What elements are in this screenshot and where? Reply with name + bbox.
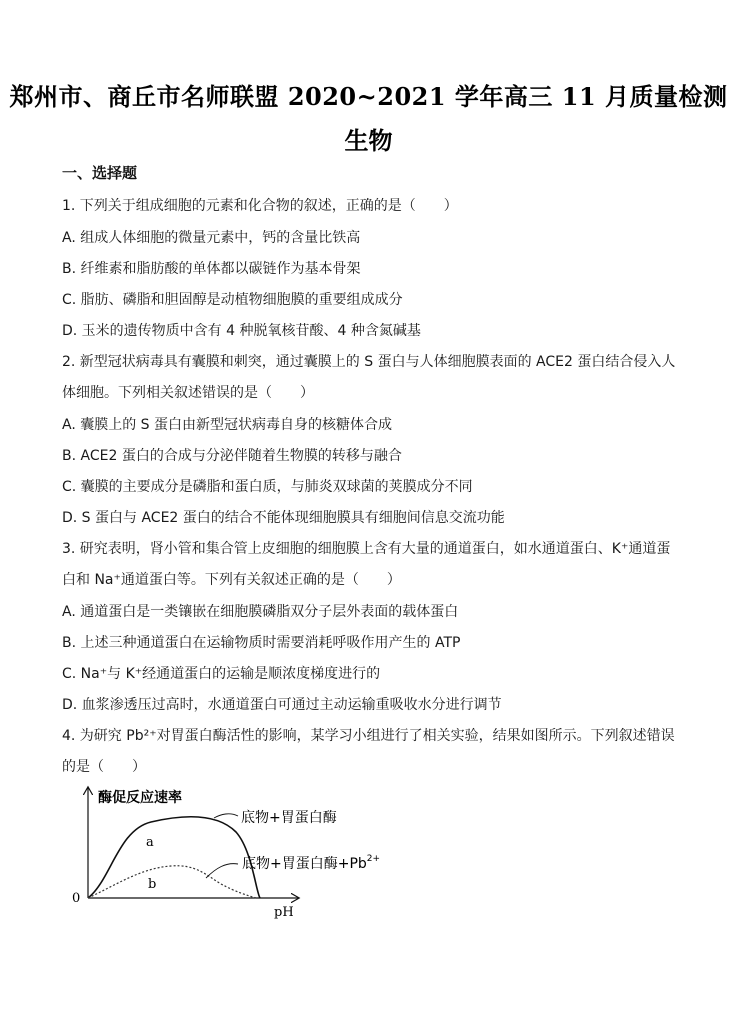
question-2-stem-line-2: 体细胞。下列相关叙述错误的是（ ） (62, 385, 314, 401)
section-heading: 一、选择题 (62, 164, 138, 182)
curve-a-pointer (214, 814, 238, 818)
curve-a (88, 817, 260, 898)
curve-a-label: 底物+胃蛋白酶 (241, 810, 337, 826)
question-1-option-a: A. 组成人体细胞的微量元素中，钙的含量比铁高 (62, 230, 361, 246)
curve-b-pointer (206, 864, 238, 878)
curve-b-letter: b (148, 877, 157, 892)
curve-a-letter: a (146, 835, 154, 850)
question-3-option-c: C. Na⁺与 K⁺经通道蛋白的运输是顺浓度梯度进行的 (62, 666, 381, 682)
curve-b-label (242, 854, 380, 872)
y-axis-label: 酶促反应速率 (98, 790, 182, 806)
question-3-option-d: D. 血浆渗透压过高时，水通道蛋白可通过主动运输重吸收水分进行调节 (62, 697, 502, 713)
question-1-option-d: D. 玉米的遗传物质中含有 4 种脱氧核苷酸、4 种含氮碱基 (62, 323, 421, 339)
question-2-option-b: B. ACE2 蛋白的合成与分泌伴随着生物膜的转移与融合 (62, 448, 402, 464)
question-2-stem-line-1: 2. 新型冠状病毒具有囊膜和刺突，通过囊膜上的 S 蛋白与人体细胞膜表面的 ACE2 蛋白结合侵入人 (62, 354, 676, 370)
question-4-stem-line-1: 4. 为研究 Pb²⁺对胃蛋白酶活性的影响，某学习小组进行了相关实验，结果如图所示。下列叙述错误 (62, 728, 675, 744)
curve-b-label-sup: 2+ (366, 854, 381, 864)
question-1-option-b: B. 纤维素和脂肪酸的单体都以碳链作为基本骨架 (62, 261, 361, 277)
question-2-option-a: A. 囊膜上的 S 蛋白由新型冠状病毒自身的核糖体合成 (62, 417, 393, 433)
question-3-stem-line-2: 白和 Na⁺通道蛋白等。下列有关叙述正确的是（ ） (62, 572, 401, 588)
exam-title: 郑州市、商丘市名师联盟 2020~2021 学年高三 11 月质量检测 (9, 82, 728, 111)
origin-label: 0 (72, 891, 81, 906)
question-2-option-d: D. S 蛋白与 ACE2 蛋白的结合不能体现细胞膜具有细胞间信息交流功能 (62, 510, 505, 526)
question-1-option-c: C. 脂肪、磷脂和胆固醇是动植物细胞膜的重要组成成分 (62, 292, 403, 308)
exam-subject: 生物 (344, 126, 393, 155)
question-4-stem-line-2: 的是（ ） (62, 759, 146, 775)
question-2-option-c: C. 囊膜的主要成分是磷脂和蛋白质，与肺炎双球菌的荚膜成分不同 (62, 479, 473, 495)
question-3-option-b: B. 上述三种通道蛋白在运输物质时需要消耗呼吸作用产生的 ATP (62, 635, 461, 651)
curve-b-label-main: 底物+胃蛋白酶+Pb (242, 856, 367, 872)
question-3-option-a: A. 通道蛋白是一类镶嵌在细胞膜磷脂双分子层外表面的载体蛋白 (62, 604, 459, 620)
x-axis-label: pH (274, 905, 294, 920)
enzyme-rate-figure (66, 780, 396, 920)
question-3-stem-line-1: 3. 研究表明，肾小管和集合管上皮细胞的细胞膜上含有大量的通道蛋白，如水通道蛋白、K⁺通道蛋 (62, 541, 671, 557)
question-1-stem: 1. 下列关于组成细胞的元素和化合物的叙述，正确的是（ ） (62, 198, 458, 214)
curve-b (88, 866, 256, 898)
